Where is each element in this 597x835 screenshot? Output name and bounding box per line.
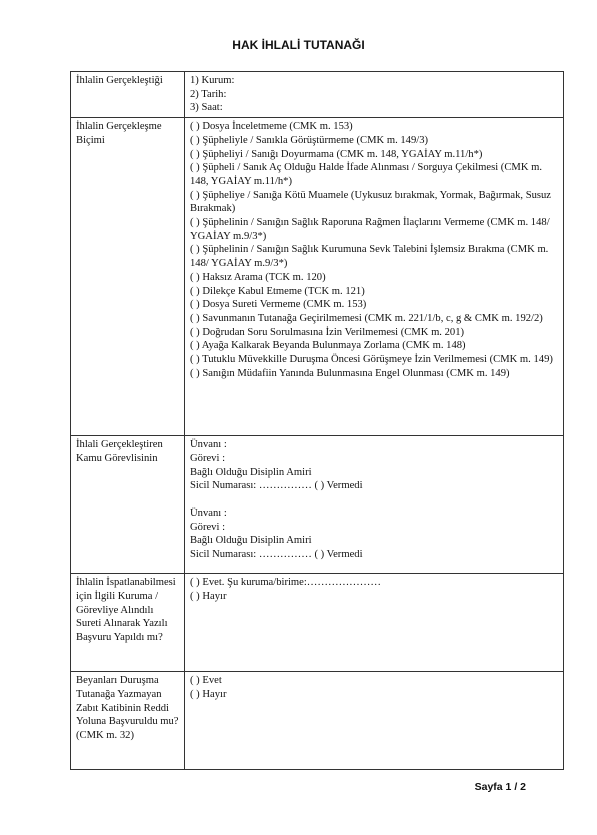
label-kamu-gorevlisi: İhlali Gerçekleştiren Kamu Görevlisinin xyxy=(71,436,185,574)
option-checkbox[interactable]: ( ) Dilekçe Kabul Etmeme (TCK m. 121) xyxy=(190,285,365,297)
field-disiplin-amiri[interactable]: Bağlı Olduğu Disiplin Amiri xyxy=(190,535,312,547)
value-yazili-basvuru xyxy=(185,574,564,672)
row-location xyxy=(71,72,564,118)
field-unvan[interactable]: Ünvanı : xyxy=(190,507,227,519)
row-violation-type xyxy=(71,118,564,436)
value-ihlal-gerceklestigi xyxy=(185,72,564,118)
option-checkbox[interactable]: ( ) Ayağa Kalkarak Beyanda Bulunmaya Zorlama (CMK m. 148) xyxy=(190,340,466,352)
field-sicil-numarasi[interactable]: Sicil Numarası: …………… ( ) Vermedi xyxy=(190,480,363,492)
field-saat[interactable]: 3) Saat: xyxy=(190,102,223,114)
option-checkbox[interactable]: ( ) Dosya Sureti Vermeme (CMK m. 153) xyxy=(190,299,367,311)
value-gerceklesme-bicimi xyxy=(185,118,564,436)
option-checkbox[interactable]: ( ) Şüpheliyle / Sanıkla Görüştürmeme (CMK m. 149/3) xyxy=(190,134,429,146)
option-checkbox[interactable]: ( ) Tutuklu Müvekkille Duruşma Öncesi Görüşmeye İzin Verilmemesi (CMK m. 149) xyxy=(190,354,553,366)
label-ihlal-gerceklestigi: İhlalin Gerçekleştiği xyxy=(71,72,185,118)
option-checkbox[interactable]: ( ) Savunmanın Tutanağa Geçirilmemesi (CMK m. 221/1/b, c, g & CMK m. 192/2) xyxy=(190,312,543,324)
option-checkbox[interactable]: ( ) Şüphelinin / Sanığın Sağlık Kurumuna Sevk Talebini İşlemsiz Bırakma (CMK m. 148/ YGAİAY m.9/3*) xyxy=(190,244,549,270)
field-tarih[interactable]: 2) Tarih: xyxy=(190,88,227,100)
page-title: HAK İHLALİ TUTANAĞI xyxy=(232,38,365,52)
row-written-application xyxy=(71,574,564,672)
row-clerk-rejection xyxy=(71,672,564,770)
option-checkbox[interactable]: ( ) Doğrudan Soru Sorulmasına İzin Verilmemesi (CMK m. 201) xyxy=(190,326,465,338)
option-hayir[interactable]: ( ) Hayır xyxy=(190,688,227,700)
option-checkbox[interactable]: ( ) Şüpheliyi / Sanığı Doyurmama (CMK m. 148, YGAİAY m.11/h*) xyxy=(190,148,483,160)
field-kurum[interactable]: 1) Kurum: xyxy=(190,75,235,86)
field-gorevi[interactable]: Görevi : xyxy=(190,521,226,533)
value-kamu-gorevlisi xyxy=(185,436,564,574)
label-zabit-katibi-reddi: Beyanları Duruşma Tutanağa Yazmayan Zabıt Katibinin Reddi Yoluna Başvuruldu mu? (CMK m. 32) xyxy=(71,672,185,770)
field-gorevi[interactable]: Görevi : xyxy=(190,452,226,464)
violation-report-table xyxy=(70,71,564,770)
label-yazili-basvuru: İhlalin İspatlanabilmesi için İlgili Kuruma / Görevliye Alındılı Sureti Alınarak Yazılı Başvuru Yapıldı mı? xyxy=(71,574,185,672)
field-unvan[interactable]: Ünvanı : xyxy=(190,439,227,451)
option-checkbox[interactable]: ( ) Haksız Arama (TCK m. 120) xyxy=(190,271,326,283)
page-number: Sayfa 1 / 2 xyxy=(474,781,526,793)
option-checkbox[interactable]: ( ) Şüpheliye / Sanığa Kötü Muamele (Uykusuz bırakmak, Yormak, Bağırmak, Susuz Bırakmak) xyxy=(190,189,552,215)
option-evet[interactable]: ( ) Evet xyxy=(190,675,222,687)
option-checkbox[interactable]: ( ) Sanığın Müdafiin Yanında Bulunmasına Engel Olunması (CMK m. 149) xyxy=(190,367,510,379)
option-checkbox[interactable]: ( ) Şüpheli / Sanık Aç Olduğu Halde İfade Alınması / Sorguya Çekilmesi (CMK m. 148, YGAİAY m.11/h*) xyxy=(190,162,543,187)
label-gerceklesme-bicimi: İhlalin Gerçekleşme Biçimi xyxy=(71,118,185,436)
row-official xyxy=(71,436,564,574)
spacer xyxy=(190,493,559,507)
field-sicil-numarasi[interactable]: Sicil Numarası: …………… ( ) Vermedi xyxy=(190,549,363,561)
value-zabit-katibi-reddi xyxy=(185,672,564,770)
field-disiplin-amiri[interactable]: Bağlı Olduğu Disiplin Amiri xyxy=(190,466,312,478)
option-checkbox[interactable]: ( ) Şüphelinin / Sanığın Sağlık Raporuna Rağmen İlaçlarını Vermeme (CMK m. 148/ YGAİAY m.9/3*) xyxy=(190,217,550,242)
option-checkbox[interactable]: ( ) Dosya İnceletmeme (CMK m. 153) xyxy=(190,121,353,133)
option-hayir[interactable]: ( ) Hayır xyxy=(190,590,227,602)
option-evet[interactable]: ( ) Evet. Şu kuruma/birime:………………… xyxy=(190,577,381,589)
